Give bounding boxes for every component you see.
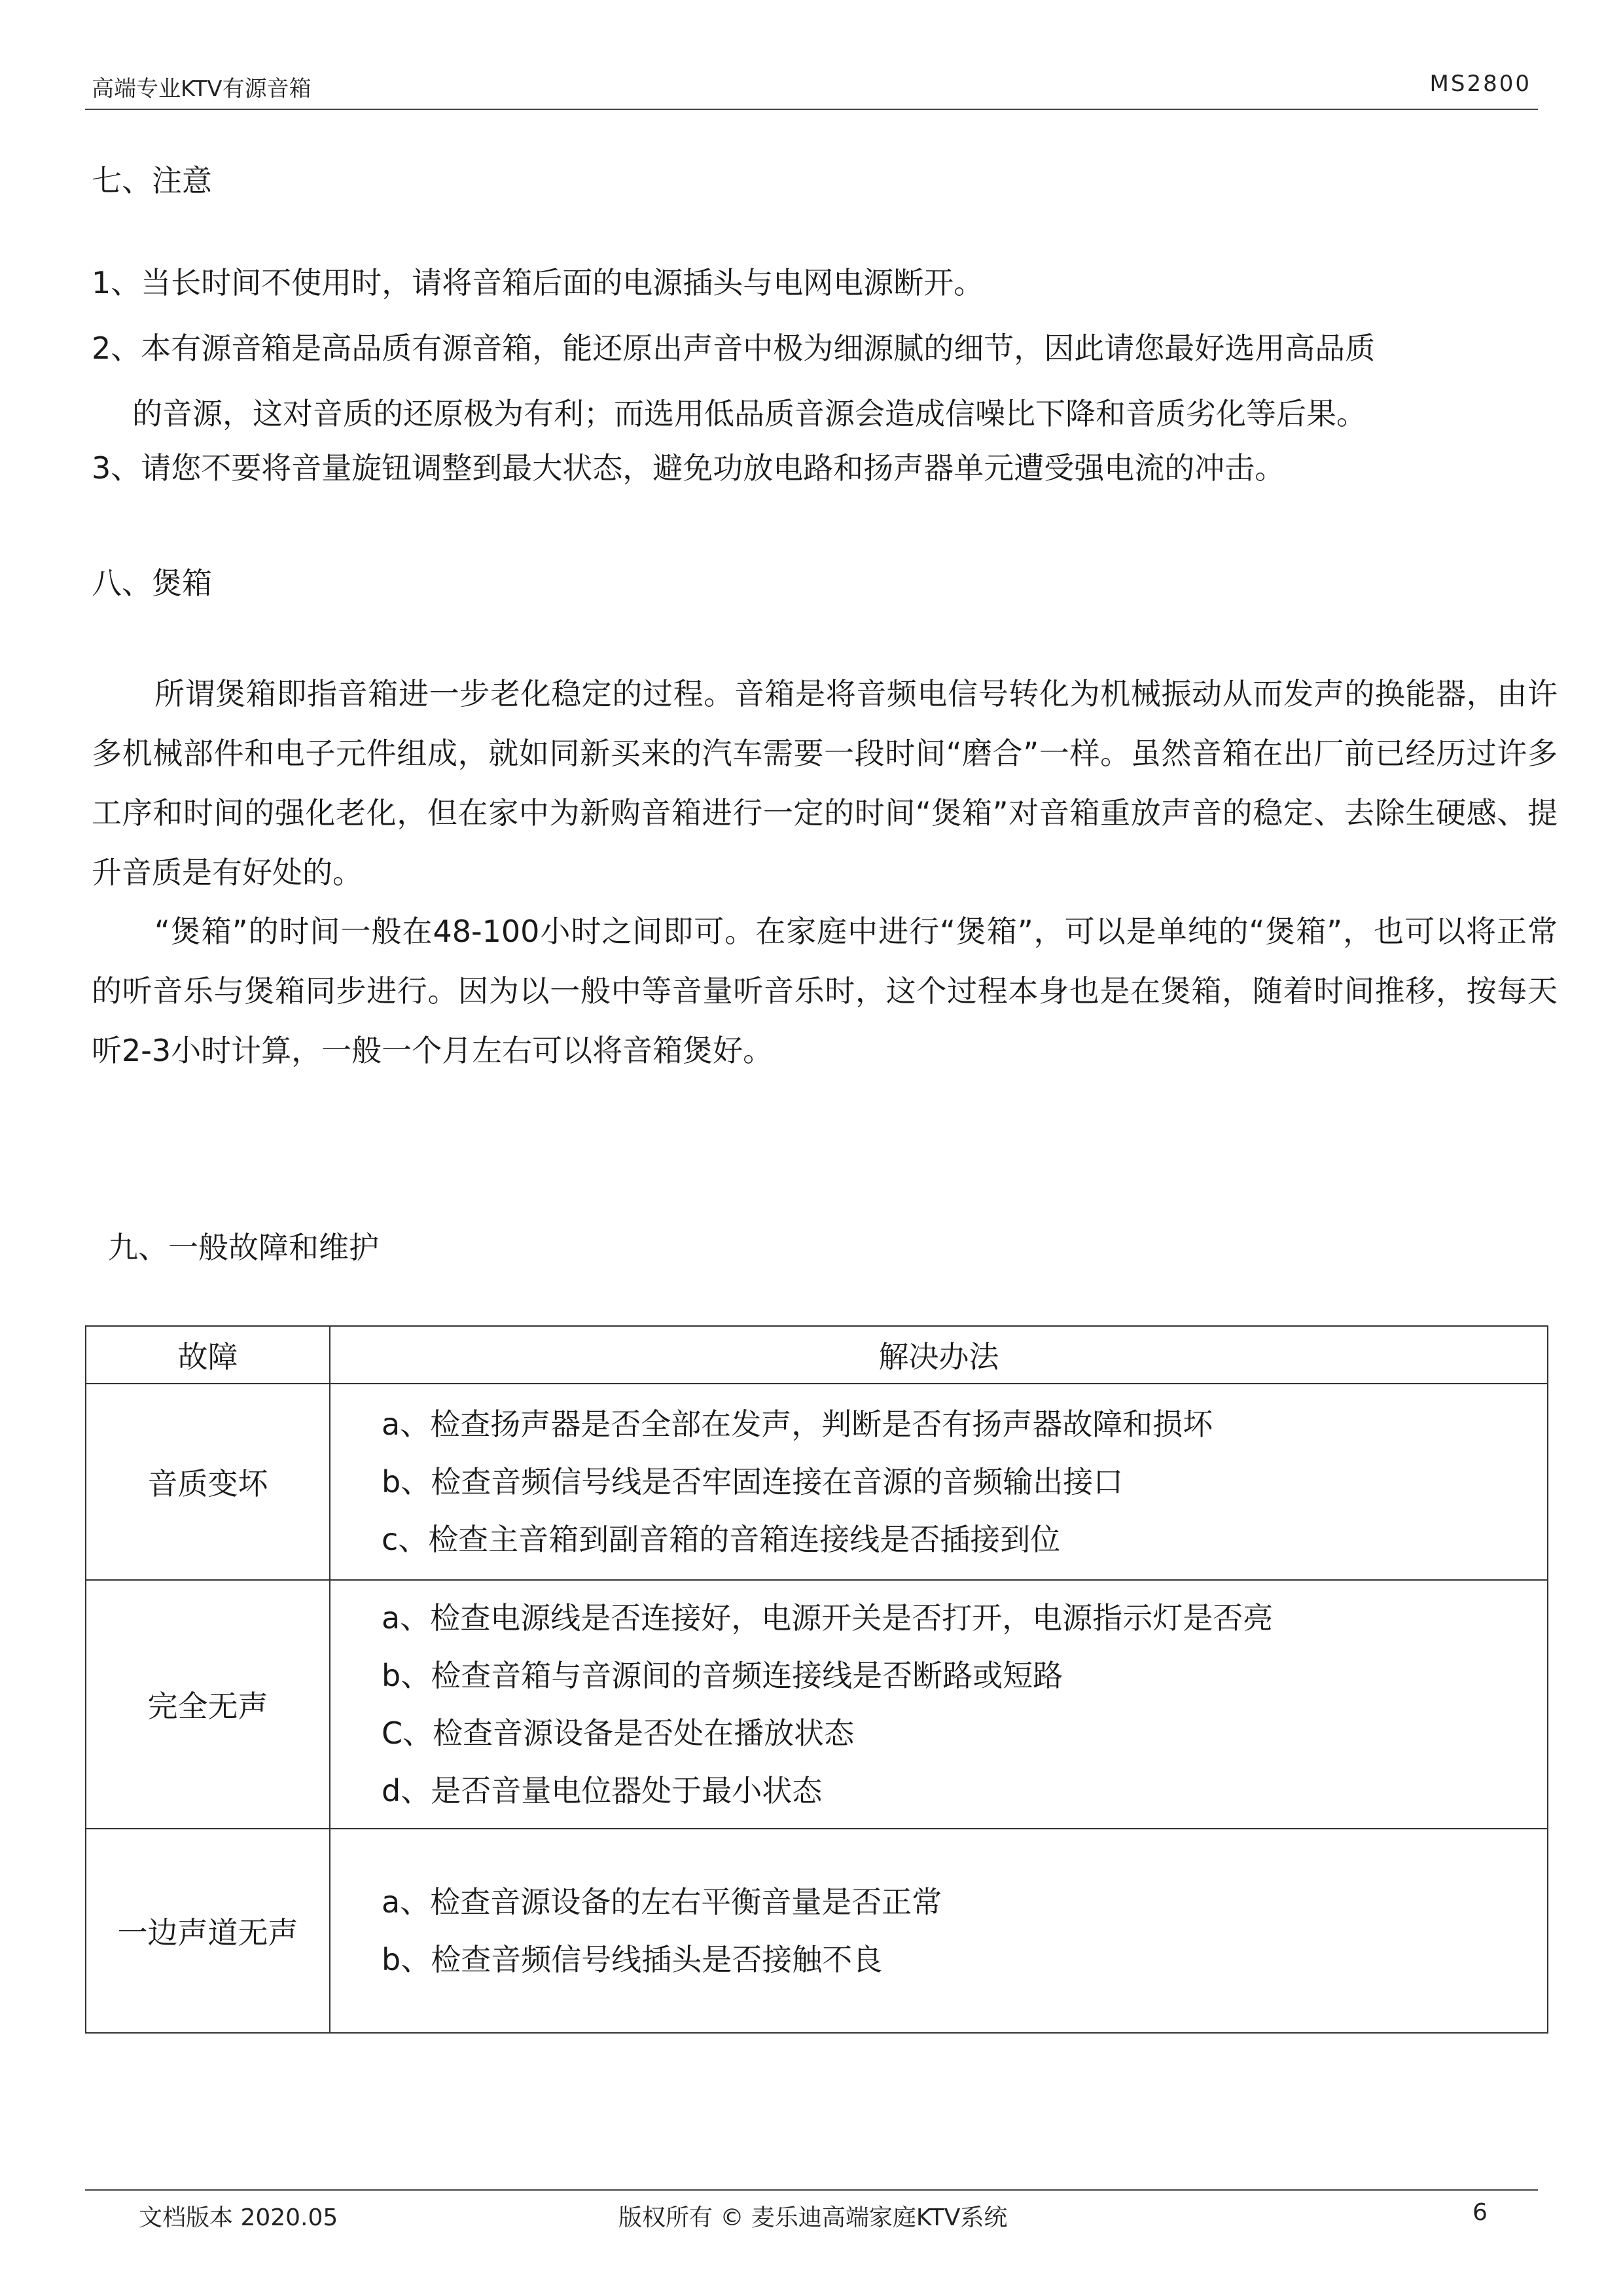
notice-item-2-text: 2、本有源音箱是高品质有源音箱，能还原出声音中极为细源腻的细节，因此请您最好选用高品质 bbox=[92, 331, 1376, 366]
solution-item: b、检查音频信号线是否牢固连接在音源的音频输出接口 bbox=[382, 1464, 1124, 1499]
notice-item-2-continuation: 的音源，这对音质的还原极为有利；而选用低品质音源会造成信噪比下降和音质劣化等后果。 bbox=[132, 396, 1366, 431]
header-model: MS2800 bbox=[1429, 71, 1531, 97]
solution-cell bbox=[330, 1580, 1548, 1829]
table-row bbox=[86, 1829, 1548, 2033]
table-row bbox=[86, 1384, 1548, 1580]
footer-version: 文档版本 2020.05 bbox=[139, 2204, 338, 2231]
solution-item: a、检查音源设备的左右平衡音量是否正常 bbox=[382, 1884, 942, 1920]
notice-item-1-text: 1、当长时间不使用时，请将音箱后面的电源插头与电网电源断开。 bbox=[92, 265, 984, 300]
notice-item-1 bbox=[92, 250, 1551, 315]
footer-divider bbox=[85, 2189, 1538, 2191]
solution-item: a、检查扬声器是否全部在发声，判断是否有扬声器故障和损坏 bbox=[382, 1407, 1213, 1442]
solution-item: b、检查音频信号线插头是否接触不良 bbox=[382, 1942, 883, 1977]
section-7-title: 七、注意 bbox=[92, 163, 212, 198]
solution-cell bbox=[330, 1829, 1548, 2033]
fault-name: 完全无声 bbox=[86, 1580, 330, 1829]
notice-item-3-text: 3、请您不要将音量旋钮调整到最大状态，避免功放电路和扬声器单元遭受强电流的冲击。 bbox=[92, 450, 1285, 486]
burn-in-paragraph-2: “煲箱”的时间一般在48-100小时之间即可。在家庭中进行“煲箱”，可以是单纯的“煲箱”，也可以将正常的听音乐与煲箱同步进行。因为以一般中等音量听音乐时，这个过程本身也是在煲箱，随着时间推移，按每天听2-3小时计算，一般一个月左右可以将音箱煲好。 bbox=[92, 914, 1558, 1068]
solution-item: C、检查音源设备是否处在播放状态 bbox=[382, 1715, 855, 1751]
fault-table-header bbox=[86, 1326, 1548, 1384]
page-number: 6 bbox=[1472, 2199, 1488, 2226]
solution-item: b、检查音箱与音源间的音频连接线是否断路或短路 bbox=[382, 1658, 1063, 1693]
solution-cell bbox=[330, 1384, 1548, 1580]
solution-item: d、是否音量电位器处于最小状态 bbox=[382, 1773, 823, 1808]
fault-table bbox=[85, 1325, 1548, 2034]
section-9-title: 九、一般故障和维护 bbox=[108, 1230, 379, 1265]
solution-item: a、检查电源线是否连接好，电源开关是否打开，电源指示灯是否亮 bbox=[382, 1600, 1274, 1636]
solution-item: c、检查主音箱到副音箱的音箱连接线是否插接到位 bbox=[382, 1522, 1061, 1557]
header-fault: 故障 bbox=[86, 1326, 330, 1384]
section-8-title: 八、煲箱 bbox=[92, 565, 212, 601]
footer-copyright: 版权所有 © 麦乐迪高端家庭KTV系统 bbox=[618, 2204, 1008, 2231]
fault-name: 音质变坏 bbox=[86, 1384, 330, 1580]
header-divider bbox=[85, 109, 1538, 110]
notice-item-2 bbox=[92, 315, 1551, 446]
header-title: 高端专业KTV有源音箱 bbox=[92, 76, 312, 102]
notice-item-3 bbox=[92, 435, 1551, 501]
fault-name: 一边声道无声 bbox=[86, 1829, 330, 2033]
table-row bbox=[86, 1580, 1548, 1829]
header-solution: 解决办法 bbox=[330, 1326, 1548, 1384]
burn-in-paragraph-1: 所谓煲箱即指音箱进一步老化稳定的过程。音箱是将音频电信号转化为机械振动从而发声的换能器，由许多机械部件和电子元件组成，就如同新买来的汽车需要一段时间“磨合”一样。虽然音箱在出厂前已经历过许多工序和时间的强化老化，但在家中为新购音箱进行一定的时间“煲箱”对音箱重放声音的稳定、去除生硬感、提升音质是有好处的。 bbox=[92, 676, 1558, 890]
